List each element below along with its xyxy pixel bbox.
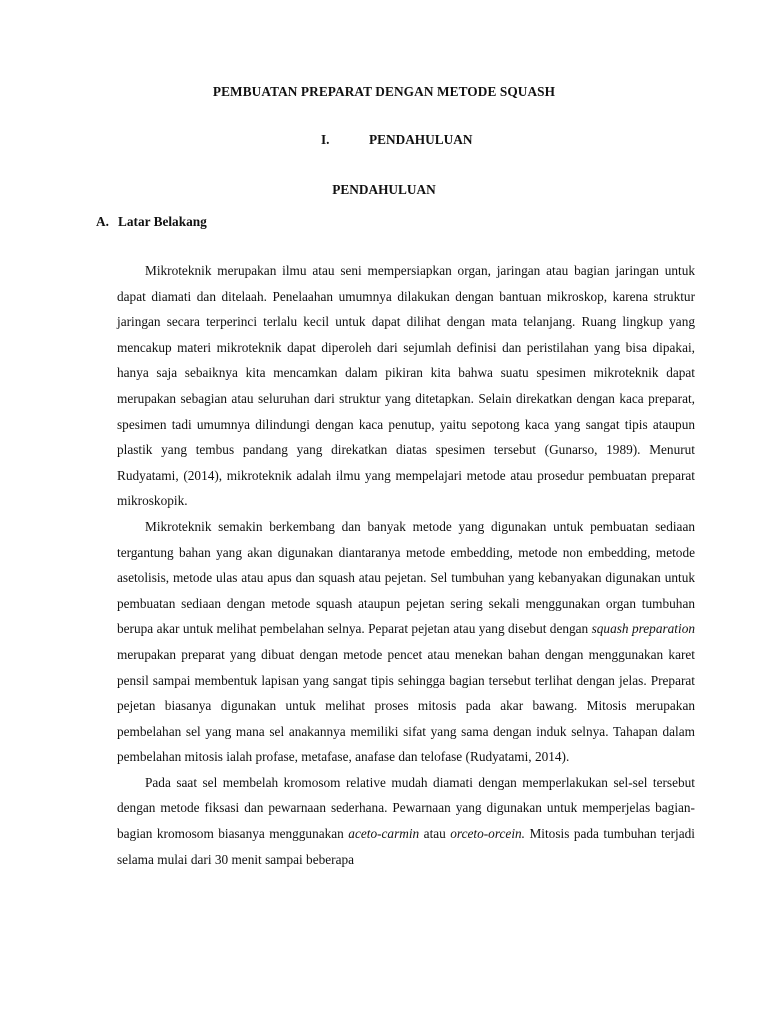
paragraph (117, 770, 695, 872)
paragraph-text: Mikroteknik merupakan ilmu atau seni mempersiapkan organ, jaringan atau bagian jaringan untuk dapat diamati dan ditelaah. Penelaahan umumnya dilakukan dengan bantuan mikroskop, karena struktur jaringan secara terperinci terlalu kecil untuk dapat dilihat dengan mata telanjang. Ruang lingkup yang mencakup materi mikroteknik dapat diperoleh dari sejumlah definisi dan peristilahan yang bisa dipakai, hanya saja sebaiknya kita mencamkan dalam pikiran kita bahwa suatu spesimen mikroteknik dapat merupakan sebagian atau seluruhan dari struktur yang ditetapkan. Selain direkatkan dengan kaca preparat, spesimen tadi umumnya dilindungi dengan kaca penutup, yaitu sepotong kaca yang sangat tipis ataupun plastik yang tembus pandang yang direkatkan diatas spesimen tersebut (Gunarso, 1989). Menurut Rudyatami, (2014), mikroteknik adalah ilmu yang mempelajari metode atau prosedur pembuatan preparat mikroskopik. (117, 263, 695, 509)
paragraph (117, 258, 695, 514)
chapter-title: PENDAHULUAN (369, 132, 473, 147)
paragraph (117, 514, 695, 770)
italic-term: squash preparation (591, 621, 695, 637)
paragraph-text: atau (419, 826, 451, 842)
italic-term: aceto-carmin (348, 826, 420, 842)
section-title: Latar Belakang (118, 214, 207, 229)
paragraph-text: Pada saat sel membelah kromosom relative mudah diamati dengan memperlakukan sel-sel tersebut dengan metode fiksasi dan pewarnaan sederhana. Pewarnaan yang digunakan untuk memperjelas bagian-bagian kromosom biasanya menggunakan (117, 774, 695, 842)
body-text (117, 258, 695, 872)
section-heading (96, 214, 207, 230)
paragraph-text: Mitosis pada tumbuhan terjadi selama mulai dari 30 menit sampai beberapa (117, 826, 696, 867)
document-title: PEMBUATAN PREPARAT DENGAN METODE SQUASH (212, 84, 556, 99)
section-letter: A. (96, 214, 109, 229)
paragraph-text: Mikroteknik semakin berkembang dan banyak metode yang digunakan untuk pembuatan sediaan tergantung bahan yang akan digunakan diantaranya metode embedding, metode non embedding, metode asetolisis, metode ulas atau apus dan squash atau pejetan. Sel tumbuhan yang kebanyakan digunakan untuk pembuatan sediaan dengan metode squash ataupun pejetan sering sekali menggunakan organ tumbuhan berupa akar untuk melihat pembelahan selnya. Peparat pejetan atau yang disebut dengan (117, 518, 695, 637)
subheading: PENDAHULUAN (332, 182, 436, 197)
italic-term: orceto-orcein. (450, 826, 525, 842)
paragraph-text: merupakan preparat yang dibuat dengan metode pencet atau menekan bahan dengan menggunakan karet pensil sampai membentuk lapisan yang sangat tipis sehingga bagian tersebut terlihat dengan jelas. Preparat pejetan biasanya digunakan untuk melihat proses mitosis pada akar bawang. Mitosis merupakan pembelahan sel yang mana sel anakannya memiliki sifat yang sama dengan induk selnya. Tahapan dalam pembelahan mitosis ialah profase, metafase, anafase dan telofase (Rudyatami, 2014). (117, 646, 695, 765)
chapter-number: I. (321, 132, 330, 147)
